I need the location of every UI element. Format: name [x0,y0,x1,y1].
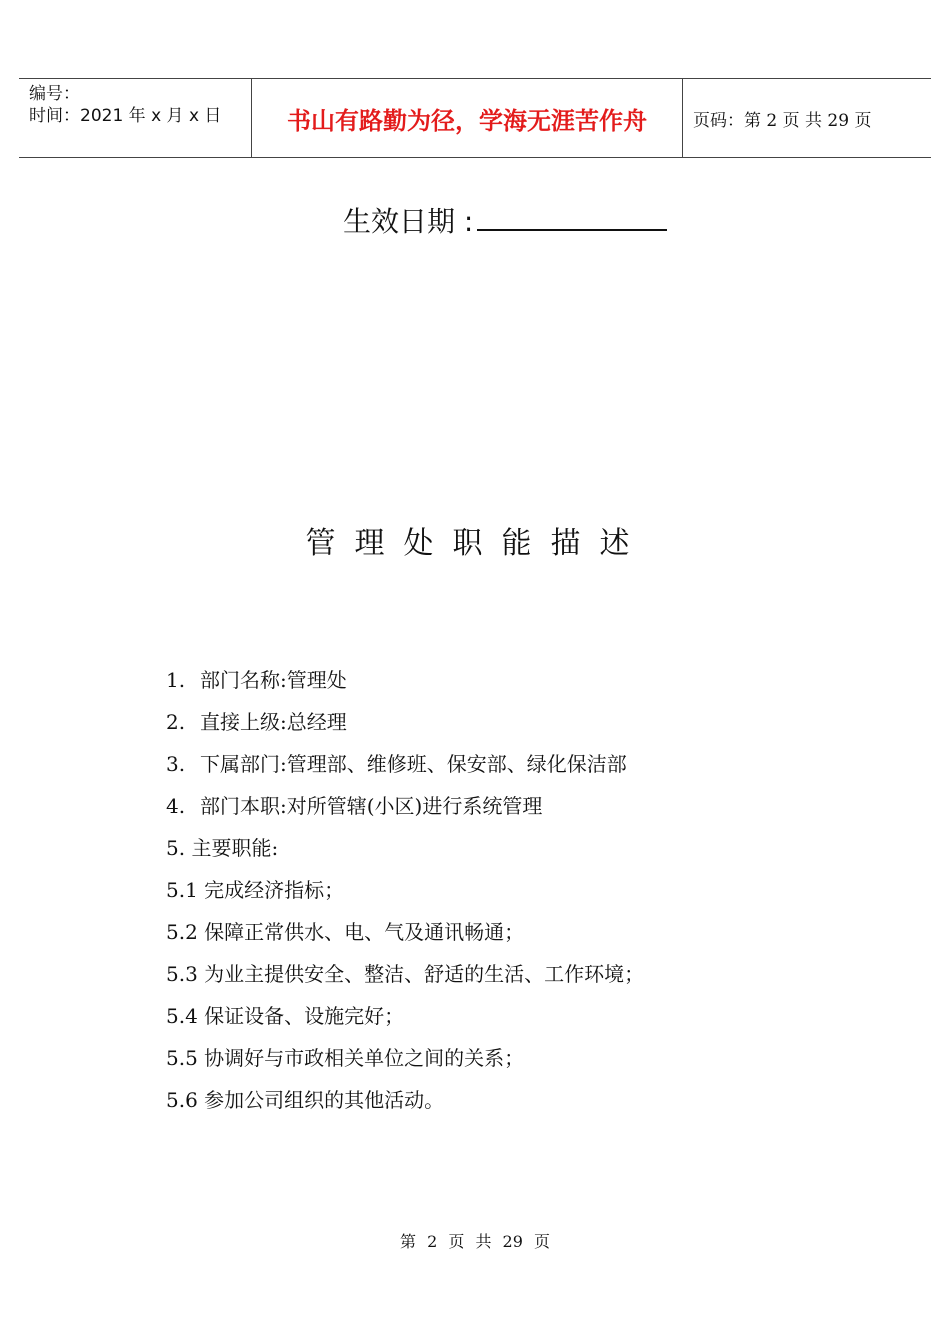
item-text: 5.3 为业主提供安全、整洁、舒适的生活、工作环境； [166,962,645,986]
item-number: 2. [166,710,186,734]
header-left-cell [19,79,252,157]
item-number: 4. [166,794,186,818]
list-item [166,1042,644,1084]
item-text: 5.4 保证设备、设施完好； [166,1004,405,1028]
list-item [166,706,644,748]
item-text: 部门名称:管理处 [200,668,347,692]
number-label: 编号： [29,84,80,104]
list-item [166,748,644,790]
item-number: 3. [166,752,186,776]
list-item [166,1084,644,1126]
item-text: 下属部门:管理部、维修班、保安部、绿化保洁部 [200,752,627,776]
list-item [166,832,644,874]
item-text: 5.5 协调好与市政相关单位之间的关系； [166,1046,525,1070]
effective-date-label: 生效日期 : [343,205,474,238]
list-item [166,1000,644,1042]
item-number: 1. [166,668,186,692]
item-text: 5.6 参加公司组织的其他活动。 [166,1088,445,1112]
motto: 书山有路勤为径，学海无涯苦作舟 [287,105,647,135]
page-header [19,78,931,158]
page-footer: 第 2 页 共 29 页 [400,1232,550,1251]
list-item [166,916,644,958]
header-mid-cell [252,79,683,157]
list-item [166,664,644,706]
header-right-cell [683,79,931,157]
list-item [166,958,644,1000]
list-item [166,790,644,832]
item-text: 5. 主要职能: [166,836,279,860]
item-text: 部门本职:对所管辖(小区)进行系统管理 [200,794,543,818]
document-title: 管理处职能描述 [305,526,649,561]
page-code: 页码：第 2 页 共 29 页 [693,110,872,131]
effective-date-blank [477,201,667,231]
item-text: 5.1 完成经济指标； [166,878,345,902]
list-item [166,874,644,916]
item-text: 直接上级:总经理 [200,710,347,734]
duty-list [166,664,644,1126]
item-text: 5.2 保障正常供水、电、气及通讯畅通； [166,920,525,944]
effective-date [343,200,667,240]
time-label: 时间：2021 年 x 月 x 日 [29,106,222,126]
